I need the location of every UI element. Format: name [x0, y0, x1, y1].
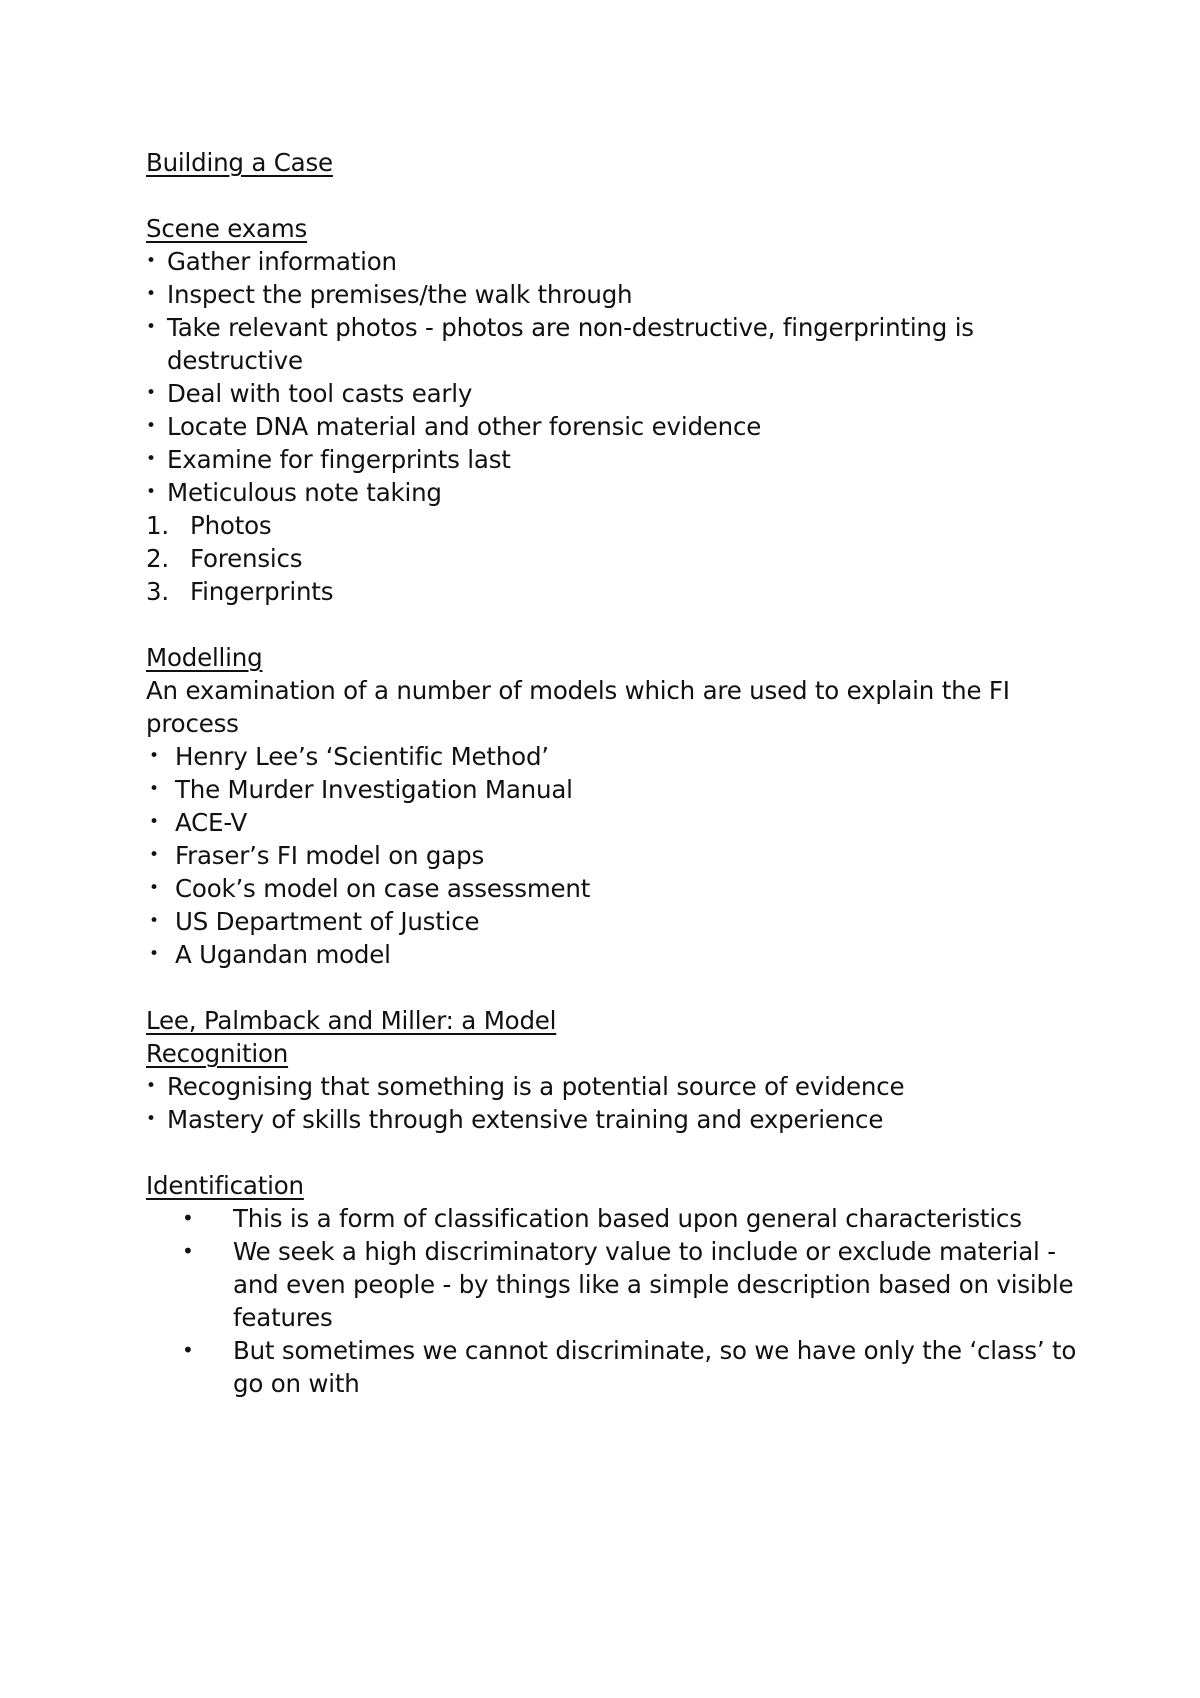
list-item — [146, 1103, 1106, 1136]
list-item — [146, 410, 1106, 443]
list-item-text: The Murder Investigation Manual — [175, 775, 573, 804]
modelling-intro-line: An examination of a number of models which are used to explain the FI — [146, 676, 1010, 705]
list-item — [146, 773, 1106, 806]
list-item — [146, 905, 1106, 938]
list-item — [146, 1070, 1106, 1103]
list-item — [146, 278, 1106, 311]
list-item — [146, 1334, 1106, 1400]
recognition-heading: Recognition — [146, 1039, 289, 1068]
item-number: 3. — [146, 577, 169, 606]
document-title: Building a Case — [146, 148, 333, 177]
modelling-heading: Modelling — [146, 643, 263, 672]
item-number: 2. — [146, 544, 169, 573]
list-item — [146, 740, 1106, 773]
bullet-icon: • — [149, 878, 159, 898]
list-item-text: Examine for fingerprints last — [167, 445, 511, 474]
bullet-icon: • — [146, 317, 156, 337]
list-item-text: Gather information — [167, 247, 397, 276]
bullet-icon: • — [146, 251, 156, 271]
spacer — [146, 1136, 1106, 1169]
list-item — [146, 1235, 1106, 1334]
bullet-icon: • — [146, 1076, 156, 1096]
numbered-item — [146, 509, 1106, 542]
bullet-icon: • — [182, 1338, 194, 1362]
list-item — [146, 839, 1106, 872]
list-item — [146, 476, 1106, 509]
list-item-text: Henry Lee’s ‘Scientific Method’ — [175, 742, 549, 771]
list-item-text: Cook’s model on case assessment — [175, 874, 591, 903]
list-item-text: A Ugandan model — [175, 940, 391, 969]
list-item — [146, 311, 1106, 377]
bullet-icon: • — [146, 284, 156, 304]
modelling-intro-line: process — [146, 709, 239, 738]
item-number: 1. — [146, 511, 169, 540]
list-item — [146, 806, 1106, 839]
list-item-text: Recognising that something is a potential source of evidence — [167, 1072, 905, 1101]
scene-exams-heading: Scene exams — [146, 214, 308, 243]
spacer — [146, 179, 1106, 212]
list-item-text: Mastery of skills through extensive training and experience — [167, 1105, 884, 1134]
list-item-text: Deal with tool casts early — [167, 379, 473, 408]
bullet-icon: • — [146, 449, 156, 469]
numbered-item-text: Fingerprints — [190, 577, 334, 606]
lpm-model-heading: Lee, Palmback and Miller: a Model — [146, 1006, 557, 1035]
identification-heading: Identification — [146, 1171, 304, 1200]
numbered-item — [146, 575, 1106, 608]
list-item-text: Locate DNA material and other forensic evidence — [167, 412, 762, 441]
bullet-icon: • — [146, 482, 156, 502]
numbered-item — [146, 542, 1106, 575]
numbered-item-text: Photos — [190, 511, 272, 540]
bullet-icon: • — [146, 1109, 156, 1129]
numbered-item-text: Forensics — [190, 544, 303, 573]
bullet-icon: • — [149, 944, 159, 964]
bullet-icon: • — [149, 779, 159, 799]
bullet-icon: • — [149, 911, 159, 931]
bullet-icon: • — [182, 1239, 194, 1263]
spacer — [146, 971, 1106, 1004]
spacer — [146, 608, 1106, 641]
bullet-icon: • — [149, 845, 159, 865]
bullet-icon: • — [149, 812, 159, 832]
list-item-text: Inspect the premises/the walk through — [167, 280, 633, 309]
list-item-text: US Department of Justice — [175, 907, 480, 936]
list-item-text: Fraser’s FI model on gaps — [175, 841, 485, 870]
list-item-text: We seek a high discriminatory value to include or exclude material - and even people - by things like a simple description based on visible features — [233, 1237, 1074, 1332]
list-item-text: But sometimes we cannot discriminate, so we have only the ‘class’ to go on with — [233, 1336, 1077, 1398]
list-item — [146, 1202, 1106, 1235]
list-item-text: Meticulous note taking — [167, 478, 442, 507]
list-item — [146, 377, 1106, 410]
list-item — [146, 938, 1106, 971]
bullet-icon: • — [182, 1206, 194, 1230]
list-item — [146, 872, 1106, 905]
document-page — [146, 146, 1106, 1400]
list-item — [146, 245, 1106, 278]
bullet-icon: • — [146, 383, 156, 403]
bullet-icon: • — [146, 416, 156, 436]
list-item — [146, 443, 1106, 476]
list-item-text: ACE-V — [175, 808, 248, 837]
list-item-text: This is a form of classification based upon general characteristics — [233, 1204, 1022, 1233]
bullet-icon: • — [149, 746, 159, 766]
list-item-text: Take relevant photos - photos are non-destructive, fingerprinting is destructive — [167, 313, 974, 375]
